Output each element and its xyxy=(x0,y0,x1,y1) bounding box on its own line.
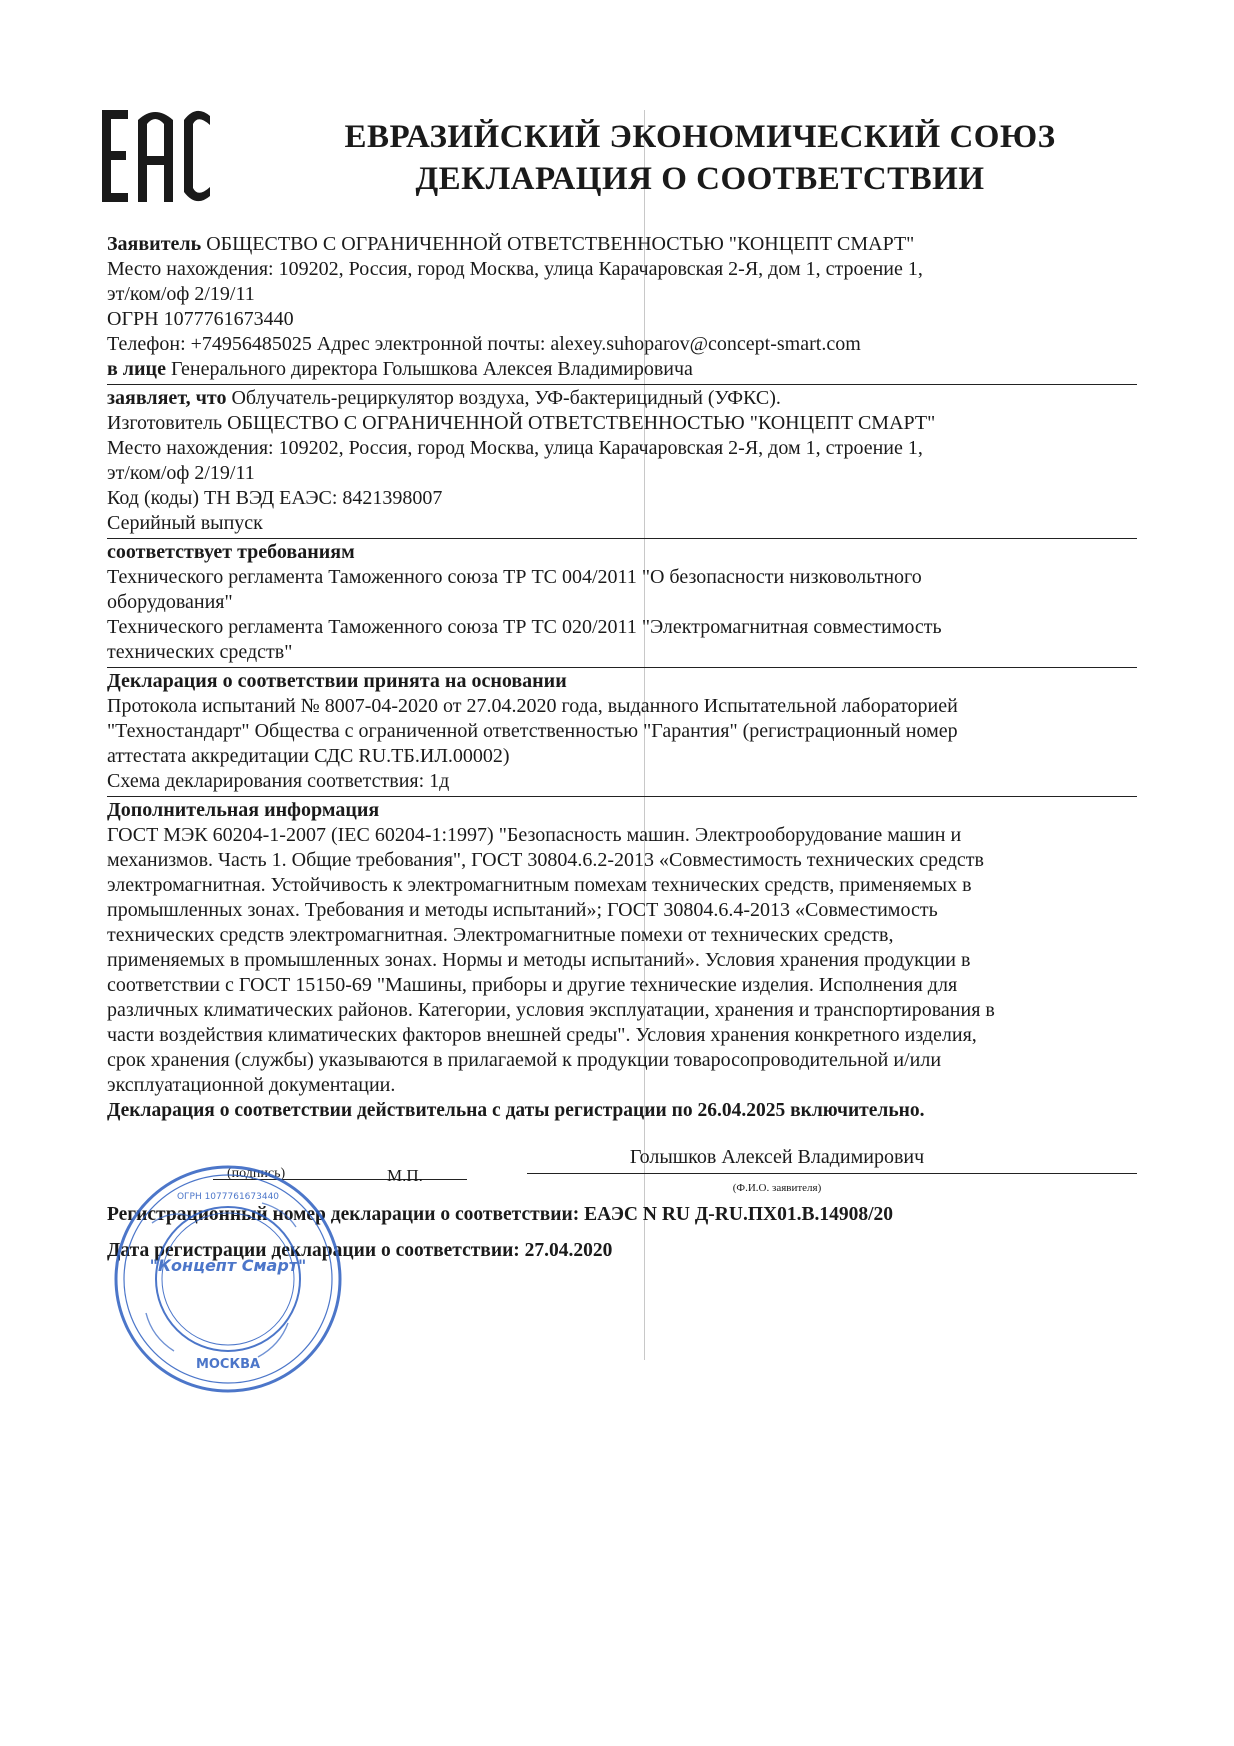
additional-info-label: Дополнительная информация xyxy=(107,799,380,821)
registration-number: Регистрационный номер декларации о соответствии: ЕАЭС N RU Д-RU.ПХ01.В.14908/20 xyxy=(107,1204,893,1225)
declaration-body xyxy=(107,232,1137,1269)
header-union-title: ЕВРАЗИЙСКИЙ ЭКОНОМИЧЕСКИЙ СОЮЗ xyxy=(344,119,1056,155)
company-seal-stamp xyxy=(112,1163,344,1395)
stamp-ogrn: ОГРН 1077761673440 xyxy=(176,1192,280,1202)
series-type: Серийный выпуск xyxy=(107,512,263,534)
additional-line: промышленных зонах. Требования и методы испытаний»; ГОСТ 30804.6.4-2013 «Совместимость xyxy=(107,899,938,921)
applicant-person: Генерального директора Голышкова Алексея Владимировича xyxy=(170,358,693,380)
additional-line: применяемых в промышленных зонах. Нормы и методы испытаний». Условия хранения продукции в xyxy=(107,949,971,971)
requirement-2-line2: технических средств" xyxy=(107,641,293,663)
additional-line: срок хранения (службы) указываются в прилагаемой к продукции товаросопроводительной и/или xyxy=(107,1049,942,1071)
additional-line: части воздействия климатических факторов внешней среды". Условия хранения конкретного изделия, xyxy=(107,1024,977,1046)
product-name: Облучатель-рециркулятор воздуха, УФ-бактерицидный (УФКС). xyxy=(231,387,781,409)
basis-line1: Протокола испытаний № 8007-04-2020 от 27.04.2020 года, выданного Испытательной лабораторией xyxy=(107,695,958,717)
additional-line: эксплуатационной документации. xyxy=(107,1074,396,1096)
tn-ved-code: Код (коды) ТН ВЭД ЕАЭС: 8421398007 xyxy=(107,487,443,509)
stamp-company-name: "Концепт Смарт" xyxy=(149,1256,307,1275)
declares-section xyxy=(107,384,1137,536)
signatory-name-line xyxy=(527,1173,1137,1174)
basis-section xyxy=(107,667,1137,794)
applicant-label: Заявитель xyxy=(107,233,202,255)
requirement-2-line1: Технического регламента Таможенного союза ТР ТС 020/2011 "Электромагнитная совместимость xyxy=(107,616,942,638)
declaration-scheme: Схема декларирования соответствия: 1д xyxy=(107,770,450,792)
requirements-section xyxy=(107,538,1137,665)
manufacturer-name: Изготовитель ОБЩЕСТВО С ОГРАНИЧЕННОЙ ОТВЕТСТВЕННОСТЬЮ "КОНЦЕПТ СМАРТ" xyxy=(107,412,936,434)
additional-info-section xyxy=(107,796,1137,1098)
header-declaration-title: ДЕКЛАРАЦИЯ О СООТВЕТСТВИИ xyxy=(415,161,985,197)
stamp-city: МОСКВА xyxy=(195,1357,261,1372)
additional-line: различных климатических районов. Категории, условия эксплуатации, хранения и транспортирования в xyxy=(107,999,995,1021)
applicant-section xyxy=(107,232,1137,382)
validity-statement: Декларация о соответствии действительна с даты регистрации по 26.04.2025 включительно. xyxy=(107,1100,925,1121)
declares-label: заявляет, что xyxy=(107,387,227,409)
basis-label: Декларация о соответствии принята на основании xyxy=(107,670,567,692)
stamp-place-label: М.П. xyxy=(387,1166,423,1185)
requirement-1-line1: Технического регламента Таможенного союза ТР ТС 004/2011 "О безопасности низковольтного xyxy=(107,566,922,588)
manufacturer-address-line2: эт/ком/оф 2/19/11 xyxy=(107,462,255,484)
person-label: в лице xyxy=(107,358,166,380)
signature-label: (подпись) xyxy=(227,1166,286,1181)
additional-line: механизмов. Часть 1. Общие требования", ГОСТ 30804.6.2-2013 «Совместимость технических средств xyxy=(107,849,984,871)
manufacturer-address-line1: Место нахождения: 109202, Россия, город Москва, улица Карачаровская 2-Я, дом 1, строение 1, xyxy=(107,437,923,459)
additional-line: технических средств электромагнитная. Электромагнитные помехи от технических средств, xyxy=(107,924,894,946)
additional-line: соответствии с ГОСТ 15150-69 "Машины, приборы и другие технические изделия. Исполнения для xyxy=(107,974,958,996)
basis-line3: аттестата аккредитации СДС RU.ТБ.ИЛ.00002) xyxy=(107,745,510,767)
signatory-caption: (Ф.И.О. заявителя) xyxy=(732,1182,822,1194)
document-header xyxy=(250,116,1150,200)
applicant-address-line2: эт/ком/оф 2/19/11 xyxy=(107,283,255,305)
applicant-contacts: Телефон: +74956485025 Адрес электронной почты: alexey.suhoparov@concept-smart.com xyxy=(107,333,861,355)
requirement-1-line2: оборудования" xyxy=(107,591,233,613)
additional-line: ГОСТ МЭК 60204-1-2007 (IEC 60204-1:1997) "Безопасность машин. Электрооборудование машин и xyxy=(107,824,962,846)
registration-date: Дата регистрации декларации о соответствии: 27.04.2020 xyxy=(107,1240,613,1261)
applicant-ogrn: ОГРН 1077761673440 xyxy=(107,308,294,330)
eac-logo xyxy=(100,106,215,206)
requirements-label: соответствует требованиям xyxy=(107,541,355,563)
basis-line2: "Техностандарт" Общества с ограниченной ответственностью "Гарантия" (регистрационный номер xyxy=(107,720,958,742)
signatory-name: Голышков Алексей Владимирович xyxy=(629,1146,925,1168)
applicant-name: ОБЩЕСТВО С ОГРАНИЧЕННОЙ ОТВЕТСТВЕННОСТЬЮ "КОНЦЕПТ СМАРТ" xyxy=(206,233,915,255)
additional-line: электромагнитная. Устойчивость к электромагнитным помехам технических средств, применяемых в xyxy=(107,874,972,896)
applicant-address-line1: Место нахождения: 109202, Россия, город Москва, улица Карачаровская 2-Я, дом 1, строение 1, xyxy=(107,258,923,280)
